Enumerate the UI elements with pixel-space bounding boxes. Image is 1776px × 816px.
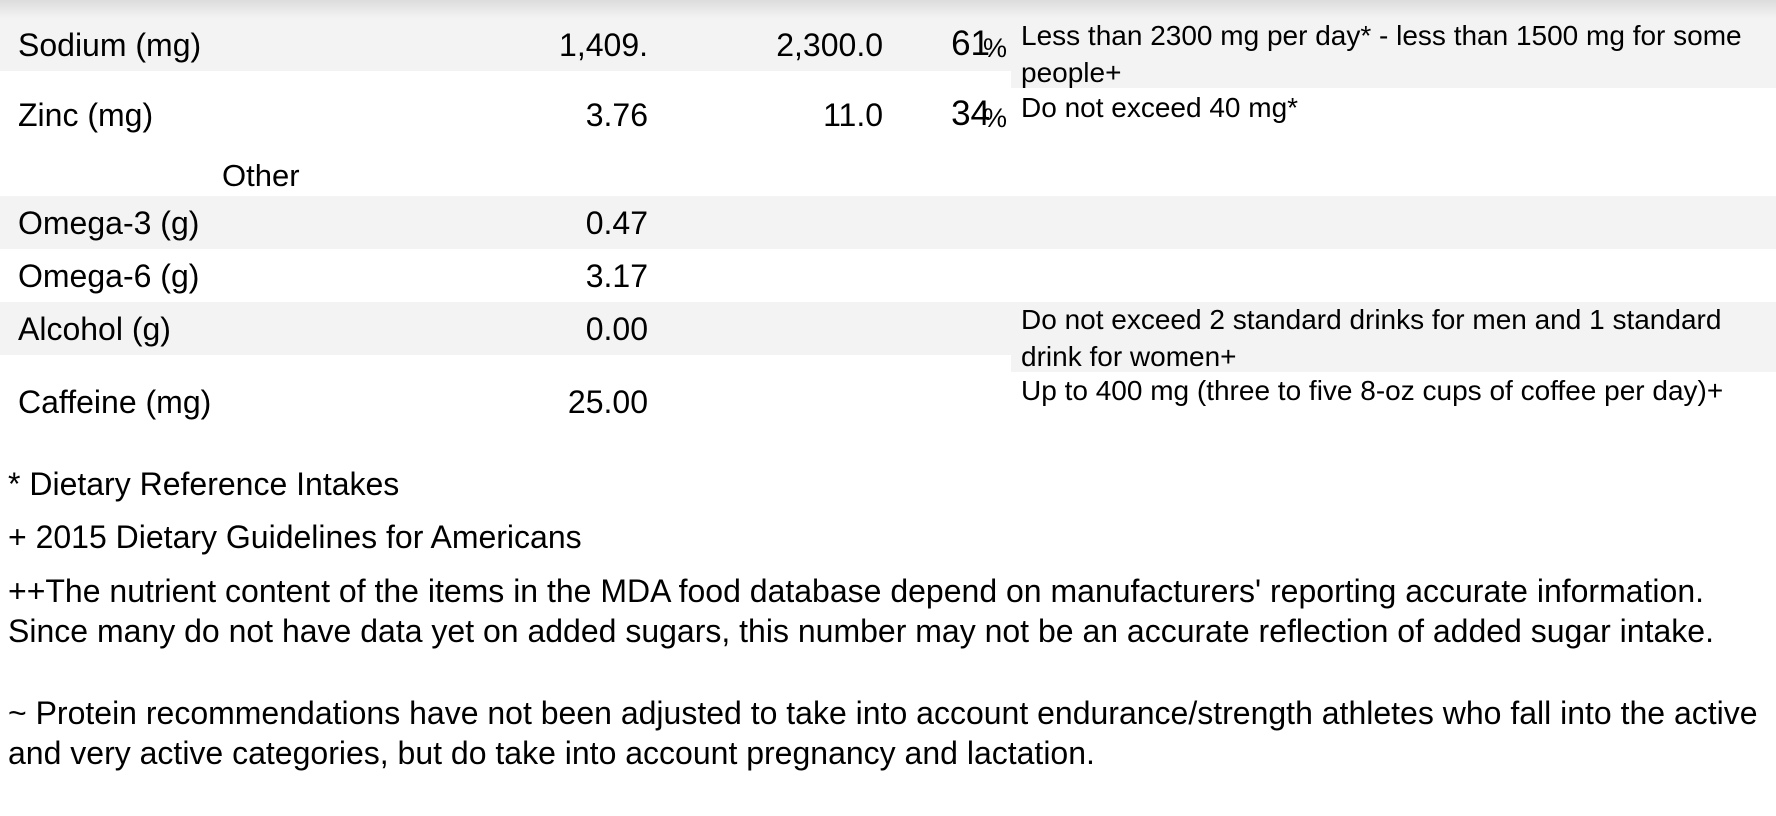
nutrient-target: 2,300.0 [776,27,883,63]
nutrient-amount: 3.76 [585,97,648,133]
table-row [0,196,1776,249]
nutrient-amount: 1,409. [559,27,648,63]
nutrient-note: Do not exceed 2 standard drinks for men and 1 standard drink for women+ [1021,304,1722,372]
footnote-added-sugars: ++The nutrient content of the items in the MDA food database depend on manufacturers' reporting accurate information. Since many do not have data yet on added sugars, this number may not be an accurate reflection of added sugar intake. [8,573,1714,649]
footnote-dri: * Dietary Reference Intakes [8,466,400,502]
nutrient-amount: 0.00 [585,311,648,347]
nutrient-name: Caffeine (mg) [18,384,212,420]
nutrient-amount: 0.47 [585,205,648,241]
nutrient-percent: 34 [951,94,990,133]
nutrient-note: Do not exceed 40 mg* [1021,92,1299,123]
table-row [0,18,1776,88]
section-label-other: Other [222,158,300,193]
top-edge-shadow [0,0,1776,18]
nutrient-target: 11.0 [823,97,883,133]
table-row [0,302,1776,372]
nutrient-name: Zinc (mg) [18,97,154,133]
percent-sign: % [983,33,1008,63]
table-row [0,249,1776,302]
footnote-dga: + 2015 Dietary Guidelines for Americans [8,519,582,555]
nutrient-name: Omega-6 (g) [18,258,200,294]
percent-sign: % [983,103,1008,133]
footnote-protein: ~ Protein recommendations have not been adjusted to take into account endurance/strength athletes who fall into the active and very active categories, but do take into account pregnancy and lactation. [8,695,1758,771]
nutrient-note: Less than 2300 mg per day* - less than 1500 mg for some people+ [1021,20,1742,88]
nutrient-amount: 3.17 [585,258,648,294]
nutrient-name: Sodium (mg) [18,27,202,63]
table-row [0,372,1776,442]
table-row [0,88,1776,144]
nutrient-percent: 61 [951,24,990,63]
nutrient-name: Alcohol (g) [18,311,171,347]
nutrient-name: Omega-3 (g) [18,205,200,241]
nutrient-note: Up to 400 mg (three to five 8-oz cups of coffee per day)+ [1021,375,1724,406]
nutrient-amount: 25.00 [567,384,648,420]
